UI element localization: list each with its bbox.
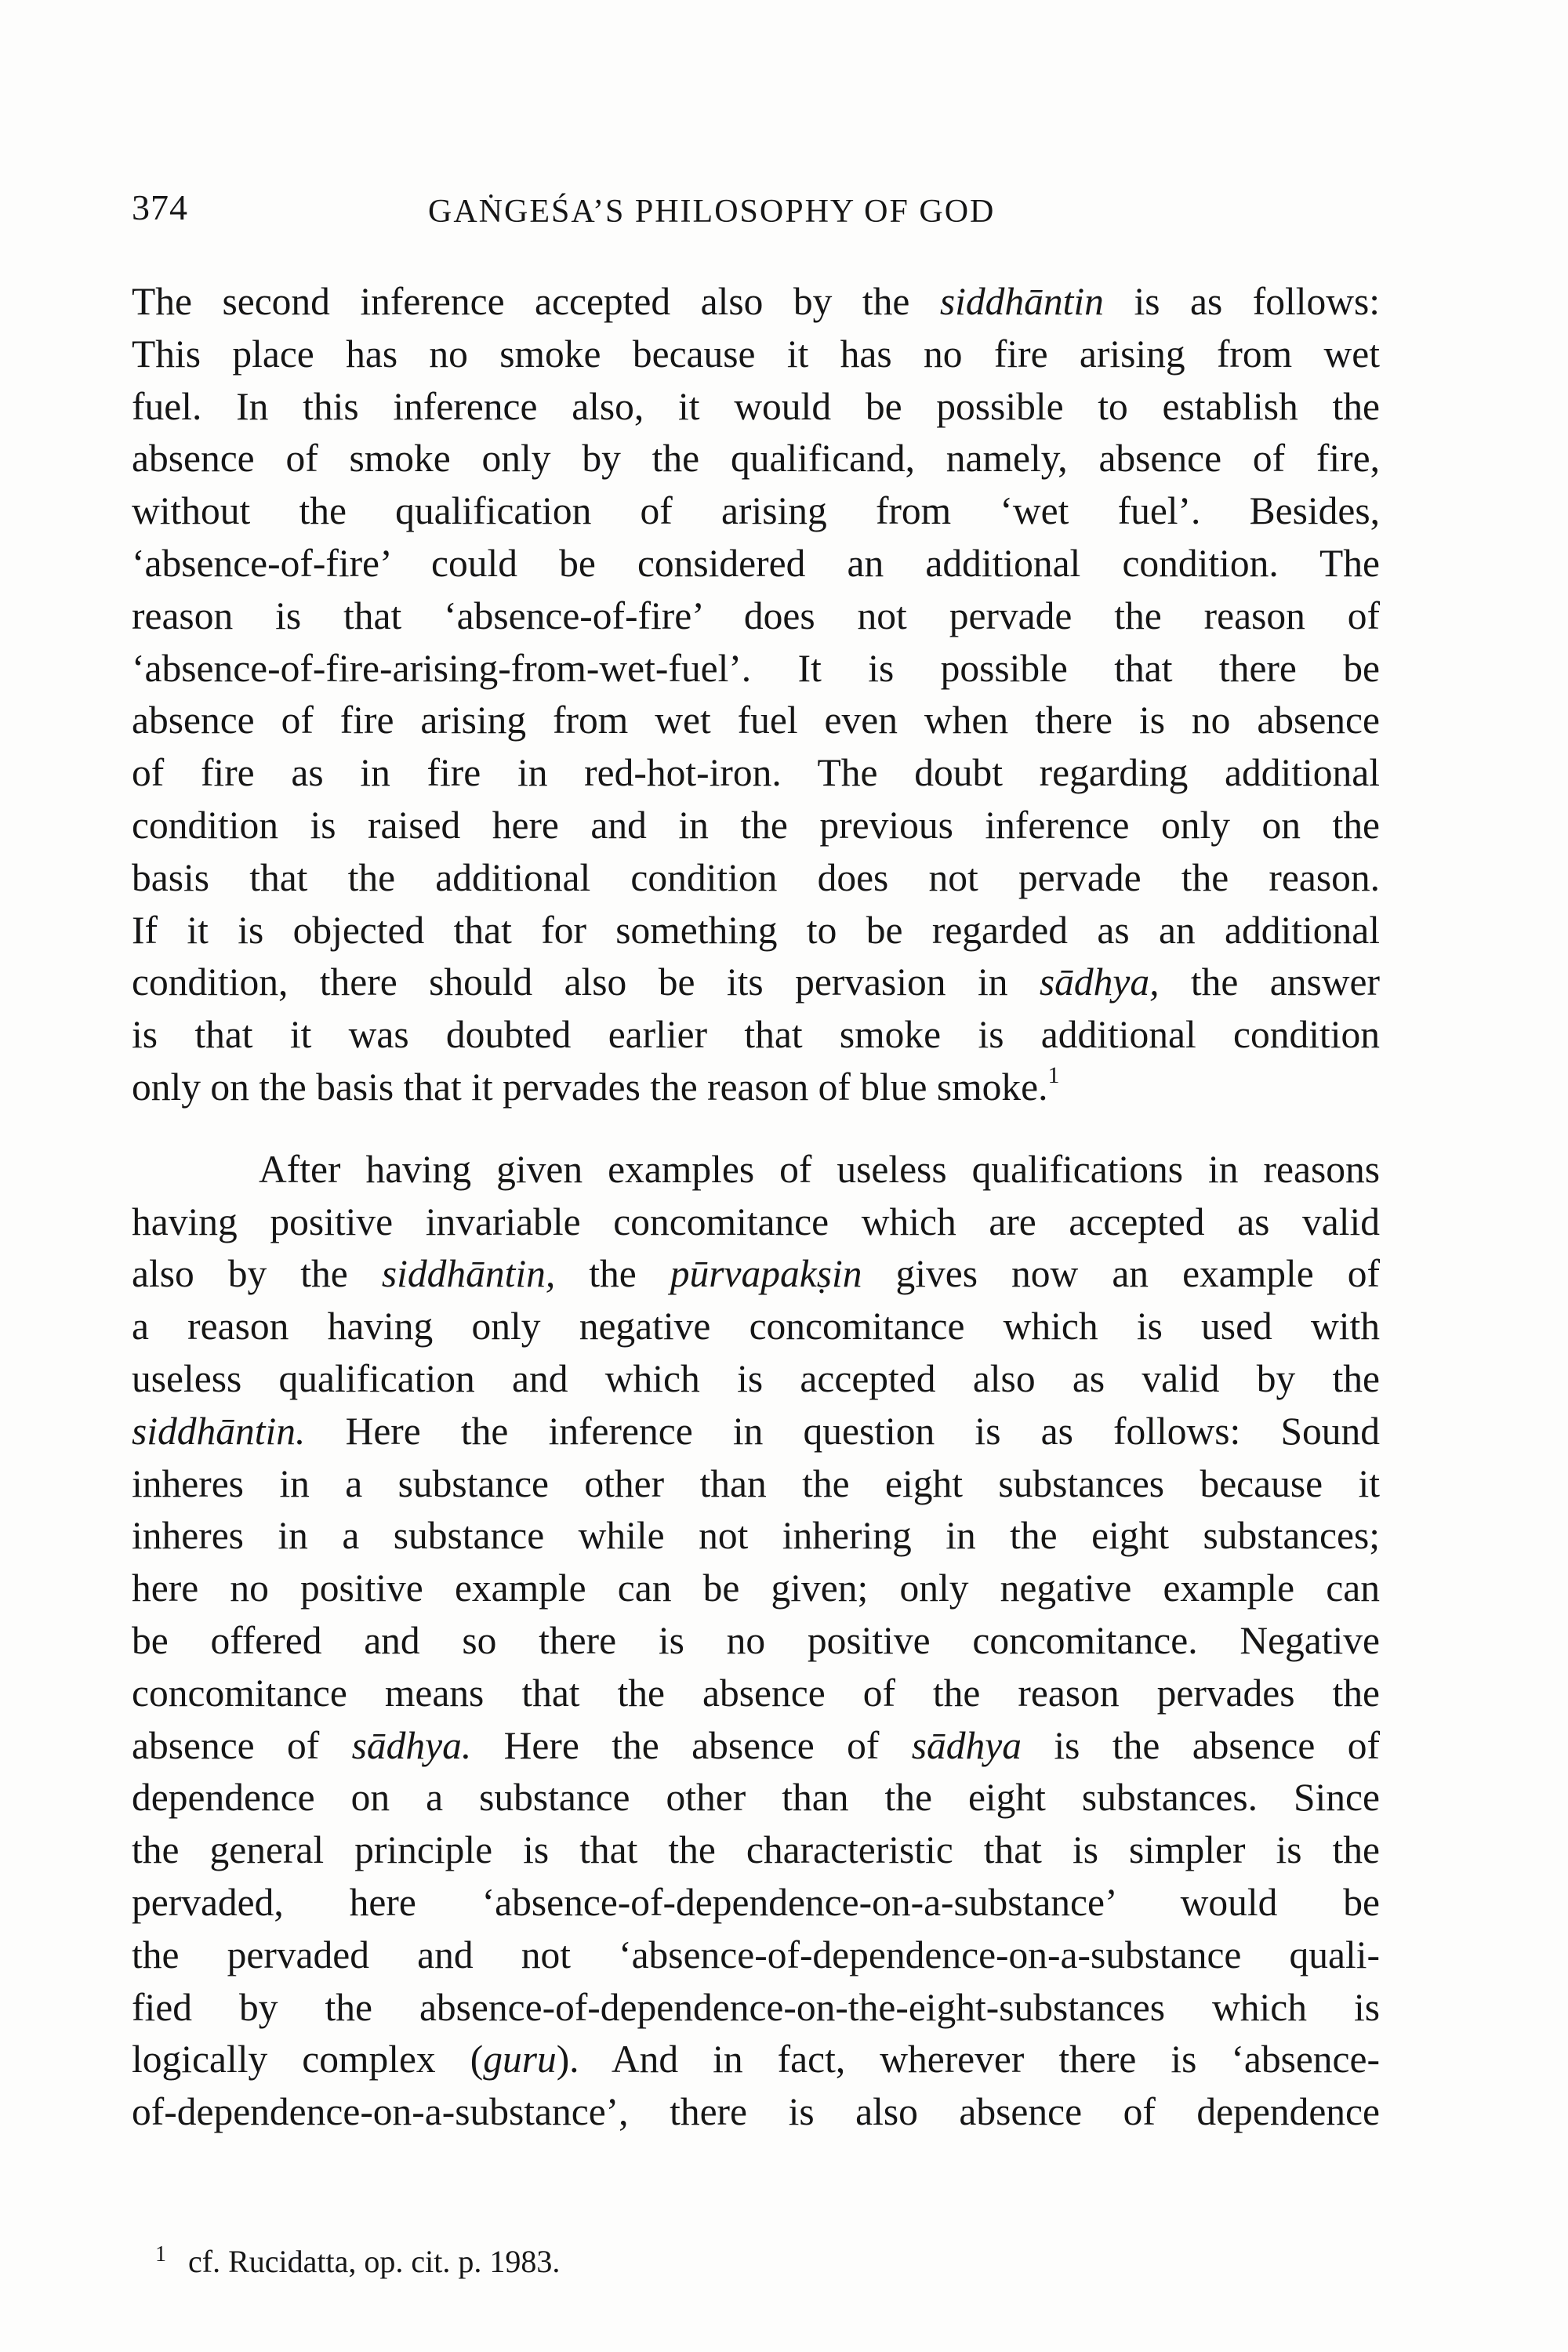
text-line <box>132 1563 1380 1615</box>
text-run: reason is that ‘absence-of-fire’ does not pervade the reason of <box>132 593 1380 637</box>
text-line <box>132 1353 1380 1406</box>
text-run: The second inference accepted also by the <box>132 280 940 323</box>
italic-term: sādhya. <box>351 1723 472 1767</box>
italic-term: siddhāntin. <box>132 1409 306 1453</box>
text-run: is the absence of <box>1022 1723 1380 1767</box>
body-text <box>132 276 1380 2139</box>
text-run: absence of fire arising from wet fuel even when there is no absence <box>132 699 1380 742</box>
text-line <box>132 1720 1380 1773</box>
text-line <box>132 1009 1380 1062</box>
text-line <box>132 433 1380 485</box>
text-line <box>132 590 1380 643</box>
text-line <box>132 800 1380 852</box>
text-line <box>132 1510 1380 1563</box>
text-run: If it is objected that for something to be regarded as an additional <box>132 908 1380 952</box>
running-title: GAṄGEŚA’S PHILOSOPHY OF GOD <box>428 194 996 230</box>
text-run: of fire as in fire in red-hot-iron. The doubt regarding additional <box>132 751 1380 795</box>
text-run: This place has no smoke because it has no fire arising from wet <box>132 332 1380 376</box>
text-line <box>132 1615 1380 1668</box>
text-line <box>132 328 1380 381</box>
italic-term: sādhya, <box>1039 960 1160 1004</box>
footnote-marker: 1 <box>155 2242 166 2267</box>
paragraph-gap <box>132 1114 1380 1144</box>
text-line <box>132 1144 1380 1196</box>
text-run: also by the <box>132 1252 382 1296</box>
italic-term: pūrvapakṣin <box>670 1252 862 1296</box>
text-line <box>132 2034 1380 2086</box>
text-run: useless qualification and which is accepted also as valid by the <box>132 1356 1380 1400</box>
text-run: inheres in a substance while not inhering in the eight substances; <box>132 1514 1380 1558</box>
text-run: a reason having only negative concomitance which is used with <box>132 1305 1380 1348</box>
text-line <box>132 1668 1380 1720</box>
italic-term: sādhya <box>911 1723 1022 1767</box>
text-line <box>132 1196 1380 1249</box>
text-line <box>132 276 1380 328</box>
text-run: ‘absence-of-fire’ could be considered an additional condition. The <box>132 541 1380 585</box>
footnote-text: cf. Rucidatta, op. cit. p. 1983. <box>188 2244 561 2279</box>
text-run: Here the absence of <box>471 1723 912 1767</box>
footnote-reference: 1 <box>1047 1062 1060 1088</box>
text-line <box>132 1824 1380 1877</box>
text-run: dependence on a substance other than the eight substances. Since <box>132 1776 1380 1820</box>
text-run: is as follows: <box>1103 280 1380 323</box>
text-run: basis that the additional condition does not pervade the reason. <box>132 855 1380 899</box>
text-run: inheres in a substance other than the eight substances because it <box>132 1461 1380 1505</box>
text-run: of-dependence-on-a-substance’, there is also absence of dependence <box>132 2090 1380 2134</box>
text-line <box>132 1458 1380 1511</box>
footnote <box>155 2242 560 2280</box>
italic-term: siddhāntin <box>939 280 1104 323</box>
italic-term: guru <box>483 2038 557 2082</box>
text-run: gives now an example of <box>862 1252 1381 1296</box>
text-run: condition is raised here and in the previous inference only on the <box>132 803 1380 847</box>
italic-term: siddhāntin, <box>381 1252 556 1296</box>
text-line <box>132 1982 1380 2034</box>
text-run: be offered and so there is no positive concomitance. Negative <box>132 1618 1380 1662</box>
text-run: fied by the absence-of-dependence-on-the-eight-substances which is <box>132 1985 1380 2029</box>
text-line <box>132 747 1380 800</box>
text-run: fuel. In this inference also, it would be possible to establish the <box>132 384 1380 428</box>
text-run: is that it was doubted earlier that smoke is additional condition <box>132 1013 1380 1057</box>
text-run: ). And in fact, wherever there is ‘absence- <box>556 2038 1380 2082</box>
text-line <box>132 1301 1380 1353</box>
text-line <box>132 1877 1380 1929</box>
text-run: the <box>555 1252 670 1296</box>
page-number: 374 <box>132 187 188 227</box>
text-line <box>132 1248 1380 1301</box>
text-line <box>132 2086 1380 2139</box>
text-line <box>132 852 1380 905</box>
text-line <box>132 381 1380 434</box>
text-run: only on the basis that it pervades the reason of blue smoke. <box>132 1065 1048 1109</box>
text-run: the pervaded and not ‘absence-of-dependence-on-a-substance quali- <box>132 1933 1380 1976</box>
paragraph-1 <box>132 276 1380 1114</box>
text-line <box>132 695 1380 747</box>
text-run: the general principle is that the characteristic that is simpler is the <box>132 1828 1380 1872</box>
text-line <box>132 905 1380 957</box>
text-line <box>132 643 1380 695</box>
text-run: ‘absence-of-fire-arising-from-wet-fuel’. It is possible that there be <box>132 646 1380 690</box>
text-line <box>132 1406 1380 1458</box>
text-run: without the qualification of arising from ‘wet fuel’. Besides, <box>132 489 1380 533</box>
text-run: Here the inference in question is as follows: Sound <box>305 1409 1380 1453</box>
text-run: pervaded, here ‘absence-of-dependence-on-a-substance’ would be <box>132 1880 1380 1924</box>
text-run: absence of <box>132 1723 352 1767</box>
text-line <box>132 485 1380 538</box>
text-line <box>132 956 1380 1009</box>
text-run: After having given examples of useless qualifications in reasons <box>259 1147 1380 1191</box>
text-line <box>132 1062 1380 1114</box>
text-run: concomitance means that the absence of the reason pervades the <box>132 1671 1380 1715</box>
running-head <box>132 187 1386 234</box>
text-run: absence of smoke only by the qualificand, namely, absence of fire, <box>132 437 1380 481</box>
text-run: logically complex ( <box>132 2038 484 2082</box>
text-run: here no positive example can be given; only negative example can <box>132 1566 1380 1610</box>
text-run: the answer <box>1159 960 1380 1004</box>
text-line <box>132 538 1380 590</box>
paragraph-2 <box>132 1144 1380 2139</box>
text-run: having positive invariable concomitance which are accepted as valid <box>132 1200 1380 1243</box>
text-line <box>132 1772 1380 1824</box>
text-run: condition, there should also be its pervasion in <box>132 960 1040 1004</box>
text-line <box>132 1929 1380 1982</box>
